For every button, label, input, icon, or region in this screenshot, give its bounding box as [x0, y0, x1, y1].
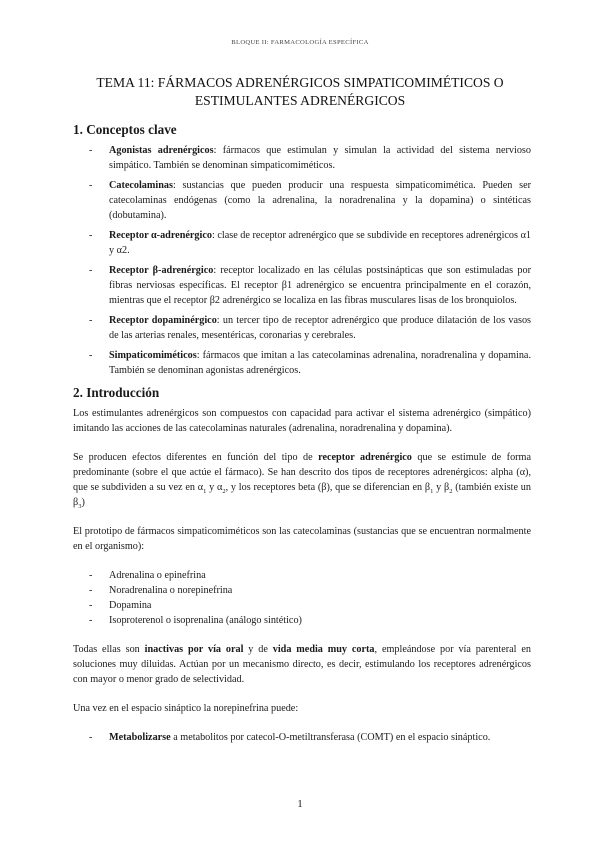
term: Receptor α-adrenérgico — [109, 230, 212, 241]
term: Receptor dopaminérgico — [109, 315, 217, 326]
title-line-1: TEMA 11: FÁRMACOS ADRENÉRGICOS SIMPATICOMIMÉTICOS O — [96, 75, 504, 90]
list-item: - Noradrenalina o norepinefrina — [73, 583, 531, 598]
list-item: - Receptor β-adrenérgico: receptor localizado en las células postsinápticas que son estimuladas por fibras nerviosas específicas. El receptor β1 adrenérgico se encuentra principalmente en el corazón, mientras que el receptor β2 adrenérgico se localiza en las fibras musculares lisas de los bronquiolos. — [73, 263, 531, 308]
document-body — [73, 121, 531, 750]
term: Receptor β-adrenérgico — [109, 265, 214, 276]
list-item: - Simpaticomiméticos: fármacos que imitan a las catecolaminas adrenalina, noradrenalina y dopamina. También se denominan agonistas adrenérgicos. — [73, 348, 531, 378]
term: Catecolaminas — [109, 180, 173, 191]
paragraph: El prototipo de fármacos simpaticomiméticos son las catecolaminas (sustancias que se encuentran normalmente en el organismo): — [73, 526, 531, 552]
list-item: - Dopamina — [73, 598, 531, 613]
section-heading-introduccion: 2. Introducción — [73, 385, 160, 400]
paragraph: Se producen efectos diferentes en función del tipo de receptor adrenérgico que se estimule de forma predominante (sobre el que actúe el fármaco). Se han descrito dos tipos de receptores adrenérgicos: alpha (α), que se subdividen a su vez en $\alpha_1$ y $\alpha_2$, y los receptores beta (β), que se diferencian en $\beta_1$ y $\beta_2$ (también existe un $\beta_3$) — [73, 452, 532, 511]
running-header: BLOQUE II: FARMACOLOGÍA ESPECÍFICA — [231, 39, 369, 46]
page-number: 1 — [297, 798, 303, 810]
list-item: - Adrenalina o epinefrina — [73, 568, 531, 583]
list-item: - Receptor α-adrenérgico: clase de receptor adrenérgico que se subdivide en receptores adrenérgicos α1 y α2. — [73, 228, 531, 258]
term: Simpaticomiméticos — [109, 350, 197, 361]
list-item: - Metabolizarse a metabolitos por catecol-O-metiltransferasa (COMT) en el espacio sináptico. — [73, 730, 531, 745]
title-line-2: ESTIMULANTES ADRENÉRGICOS — [194, 93, 406, 108]
concepts-list — [73, 143, 531, 378]
term: Agonistas adrenérgicos — [109, 145, 214, 156]
list-item: - Agonistas adrenérgicos: fármacos que estimulan y simulan la actividad del sistema nervioso simpático. También se denominan simpaticomiméticos. — [73, 143, 531, 173]
page-title — [70, 74, 530, 110]
list-item: - Receptor dopaminérgico: un tercer tipo de receptor adrenérgico que produce dilatación de los vasos de las arterias renales, mesentéricas, coronarias y cerebrales. — [73, 313, 531, 343]
paragraph: Todas ellas son inactivas por vía oral y de vida media muy corta, empleándose por vía parenteral en soluciones muy diluidas. Actúan por un mecanismo directo, es decir, estimulando los receptores adrenérgicos con mayor o menor grado de selectividad. — [73, 644, 531, 685]
list-item: - Isoproterenol o isoprenalina (análogo sintético) — [73, 613, 531, 628]
paragraph: Los estimulantes adrenérgicos son compuestos con capacidad para activar el sistema adrenérgico (simpático) imitando las acciones de las catecolaminas naturales (adrenalina, noradrenalina y dopamina). — [73, 408, 531, 434]
section-heading-conceptos: 1. Conceptos clave — [73, 122, 177, 137]
fate-list — [73, 730, 531, 745]
list-item: - Catecolaminas: sustancias que pueden producir una respuesta simpaticomimética. Pueden ser catecolaminas endógenas (como la adrenalina, la noradrenalina y la dopamina) o sintéticas (dobutamina). — [73, 178, 531, 223]
catecholamine-list — [73, 568, 531, 628]
paragraph: Una vez en el espacio sináptico la norepinefrina puede: — [73, 703, 299, 714]
